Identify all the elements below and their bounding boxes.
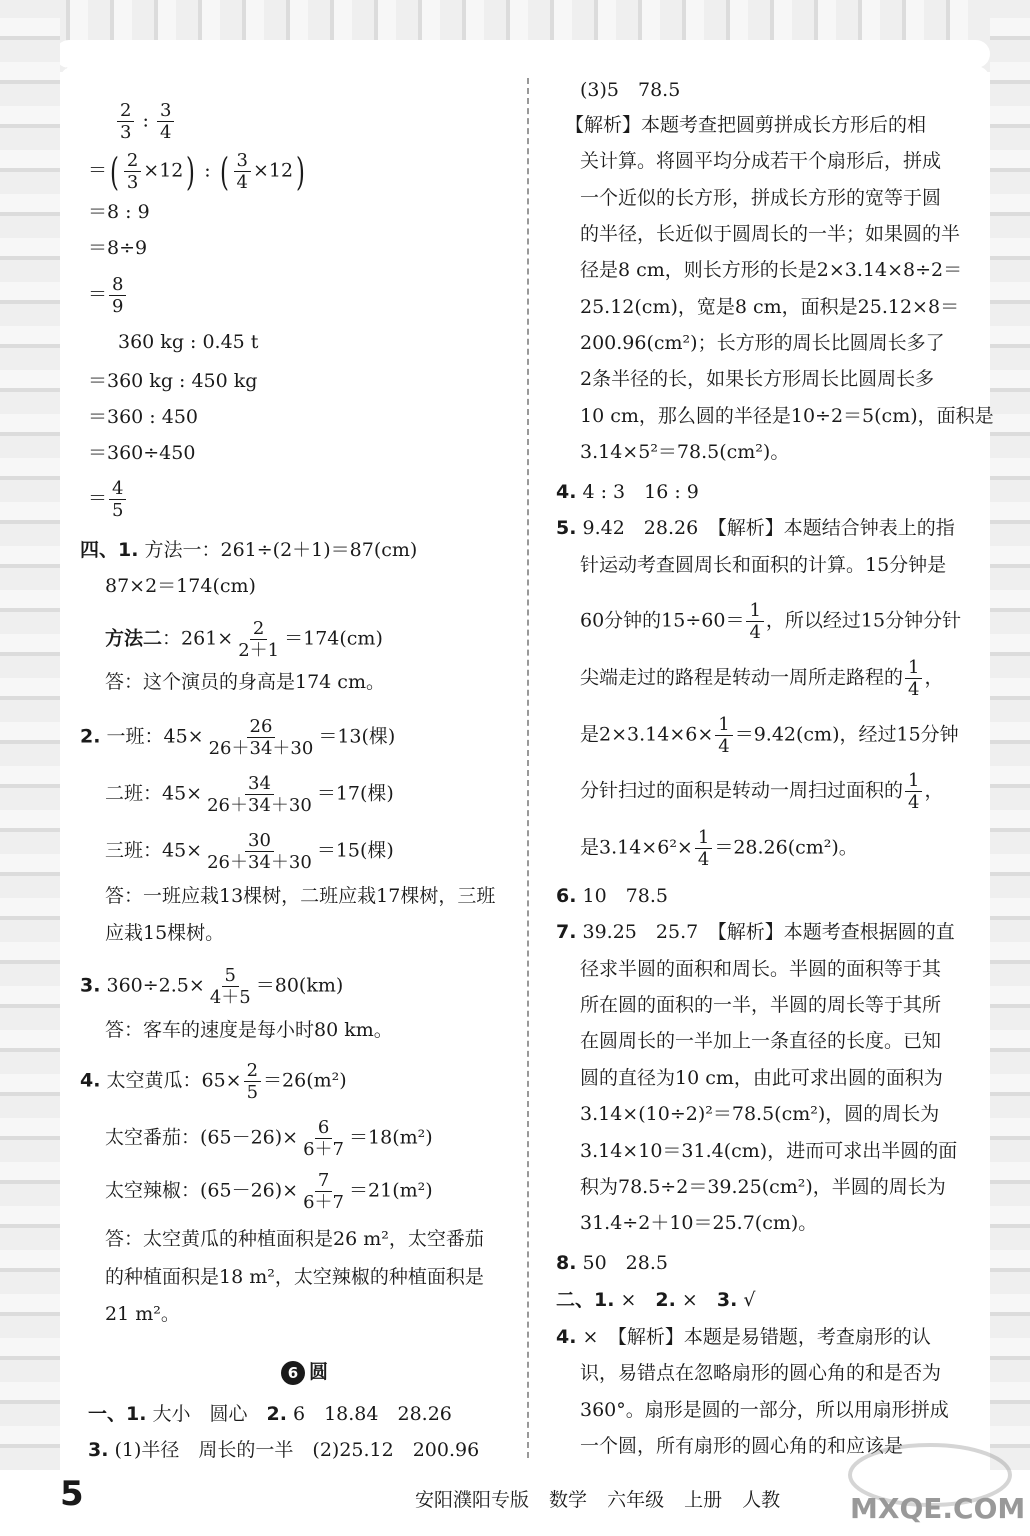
q2-answer-1: 答：一班应栽13棵树，二班应栽17棵树，三班	[105, 885, 496, 907]
r-q8: 8. 50 28.5	[556, 1252, 668, 1274]
r-q7-5: 圆的直径为10 cm，由此可求出圆的面积为	[580, 1067, 943, 1089]
page-number: 5	[60, 1474, 84, 1514]
r-s2-4-4: 一个圆，所有扇形的圆心角的和应该是	[580, 1435, 904, 1457]
r-line-8: 200.96(cm²)；长方形的周长比圆周长多了	[580, 332, 945, 354]
r-line-7: 25.12(cm)，宽是8 cm，面积是25.12×8＝	[580, 296, 960, 318]
r-q7-3: 所在圆的面积的一半，半圆的周长等于其所	[580, 994, 942, 1016]
r-s2-4-1: 4. × 【解析】本题是易错题，考查扇形的认	[556, 1326, 931, 1348]
r-line-2: 【解析】本题考查把圆剪拼成长方形后的相	[565, 114, 927, 136]
q4-1-method1-b: 87×2＝174(cm)	[105, 575, 256, 597]
r-q7-4: 在圆周长的一半加上一条直径的长度。已知	[580, 1030, 942, 1052]
s3-line: 3. (1)半径 周长的一半 (2)25.12 200.96	[88, 1439, 480, 1461]
q4-1-method1: 四、1. 方法一：261÷(2＋1)＝87(cm)	[80, 539, 418, 561]
decorative-frame-top	[0, 0, 1030, 72]
footer-title: 安阳濮阳专版 数学 六年级 上册 人教	[415, 1489, 781, 1511]
r-q7-2: 径求半圆的面积和周长。半圆的面积等于其	[580, 958, 942, 980]
r-s2-4-2: 识，易错点在忽略扇形的圆心角的和是否为	[580, 1362, 942, 1384]
r-q5-3: 60分钟的15÷60＝ $\frac{1}{4}$ ，所以经过15分钟分针	[580, 600, 962, 643]
r-line-11: 3.14×5²＝78.5(cm²)。	[580, 441, 790, 463]
r-q7-1: 7. 39.25 25.7 【解析】本题考查根据圆的直	[556, 921, 955, 943]
q4-1-answer: 答：这个演员的身高是174 cm。	[105, 671, 385, 693]
r-q7-7: 3.14×10＝31.4(cm)，进而可求出半圆的面	[580, 1140, 958, 1162]
ratio-fraction-line: $\frac{2}{3}$ : $\frac{3}{4}$	[115, 100, 176, 143]
ratio-multiply-line: ＝( $\frac{2}{3}$ ×12) : ( $\frac{3}{4}$ ×12)	[88, 149, 305, 194]
r-line-5: 的半径，长近似于圆周长的一半；如果圆的半	[580, 223, 961, 245]
r-q7-8: 积为78.5÷2＝39.25(cm²)，半圆的周长为	[580, 1176, 946, 1198]
q4-answer-2: 的种植面积是18 m²，太空辣椒的种植面积是	[105, 1266, 484, 1288]
ratio-step-3: ＝ $\frac{8}{9}$	[88, 274, 128, 317]
q4-1-method2: 方法二：261× $\frac{2}{2+1}$ ＝174(cm)	[105, 618, 383, 661]
r-q5-7: 是3.14×6²× $\frac{1}{4}$ ＝28.26(cm²)。	[580, 827, 858, 870]
r-s2-line: 二、1. × 2. × 3. √	[556, 1289, 756, 1311]
kg-step-4: ＝ $\frac{4}{5}$	[88, 478, 128, 521]
r-q5-6: 分针扫过的面积是转动一周扫过面积的 $\frac{1}{4}$ ，	[580, 770, 944, 813]
s1-line: 一、1. 大小 圆心 2. 6 18.84 28.26	[88, 1403, 452, 1425]
q3-answer: 答：客车的速度是每小时80 km。	[105, 1019, 393, 1041]
watermark-text: MXQE.COM	[850, 1492, 1026, 1525]
kg-step-1: ＝360 kg : 450 kg	[88, 370, 258, 392]
decorative-frame-left	[0, 0, 60, 1470]
ratio-step-2: ＝8÷9	[88, 237, 148, 259]
r-q5-5: 是2×3.14×6× $\frac{1}{4}$ ＝9.42(cm)，经过15分钟	[580, 714, 959, 757]
q3-equation: 3. 360÷2.5× $\frac{5}{4+5}$ ＝80(km)	[80, 965, 344, 1008]
kg-step-3: ＝360÷450	[88, 442, 196, 464]
kg-ratio-line: 360 kg : 0.45 t	[118, 331, 259, 353]
decorative-frame-right	[990, 0, 1030, 1470]
q4-answer-1: 答：太空黄瓜的种植面积是26 m²，太空番茄	[105, 1228, 484, 1250]
q2-class1: 2. 一班：45× $\frac{26}{26+34+30}$ ＝13(棵)	[80, 716, 396, 759]
r-line-4: 一个近似的长方形，拼成长方形的宽等于圆	[580, 187, 942, 209]
kg-step-2: ＝360 : 450	[88, 406, 199, 428]
r-q7-9: 31.4÷2＋10＝25.7(cm)。	[580, 1212, 818, 1234]
r-q6: 6. 10 78.5	[556, 885, 668, 907]
q4-answer-3: 21 m²。	[105, 1303, 180, 1325]
r-line-3: 关计算。将圆平均分成若干个扇形后，拼成	[580, 150, 942, 172]
q4-tomato: 太空番茄：(65－26)× $\frac{6}{6+7}$ ＝18(m²)	[105, 1117, 433, 1160]
q4-pepper: 太空辣椒：(65－26)× $\frac{7}{6+7}$ ＝21(m²)	[105, 1170, 433, 1213]
r-line-9: 2条半径的长，如果长方形周长比圆周长多	[580, 368, 935, 390]
r-q7-6: 3.14×(10÷2)²＝78.5(cm²)，圆的周长为	[580, 1103, 940, 1125]
r-s2-4-3: 360°。扇形是圆的一部分，所以用扇形拼成	[580, 1399, 949, 1421]
r-line-6: 径是8 cm，则长方形的长是2×3.14×8÷2＝	[580, 259, 963, 281]
column-divider	[527, 78, 529, 1458]
section-heading: 6 圆	[281, 1360, 328, 1385]
r-line-1: (3)5 78.5	[580, 79, 681, 101]
r-line-10: 10 cm，那么圆的半径是10÷2＝5(cm)，面积是	[580, 405, 994, 427]
q2-class2: 二班：45× $\frac{34}{26+34+30}$ ＝17(棵)	[105, 773, 394, 816]
r-q4: 4. 4 : 3 16 : 9	[556, 481, 699, 503]
q2-class3: 三班：45× $\frac{30}{26+34+30}$ ＝15(棵)	[105, 830, 394, 873]
r-q5-4: 尖端走过的路程是转动一周所走路程的 $\frac{1}{4}$ ，	[580, 657, 944, 700]
section-number-badge: 6	[281, 1361, 305, 1385]
r-q5-1: 5. 9.42 28.26 【解析】本题结合钟表上的指	[556, 517, 955, 539]
r-q5-2: 针运动考查圆周长和面积的计算。15分钟是	[580, 554, 947, 576]
q2-answer-2: 应栽15棵树。	[105, 922, 225, 944]
q4-cucumber: 4. 太空黄瓜：65× $\frac{2}{5}$ ＝26(m²)	[80, 1060, 347, 1103]
ratio-step-1: ＝8 : 9	[88, 201, 150, 223]
